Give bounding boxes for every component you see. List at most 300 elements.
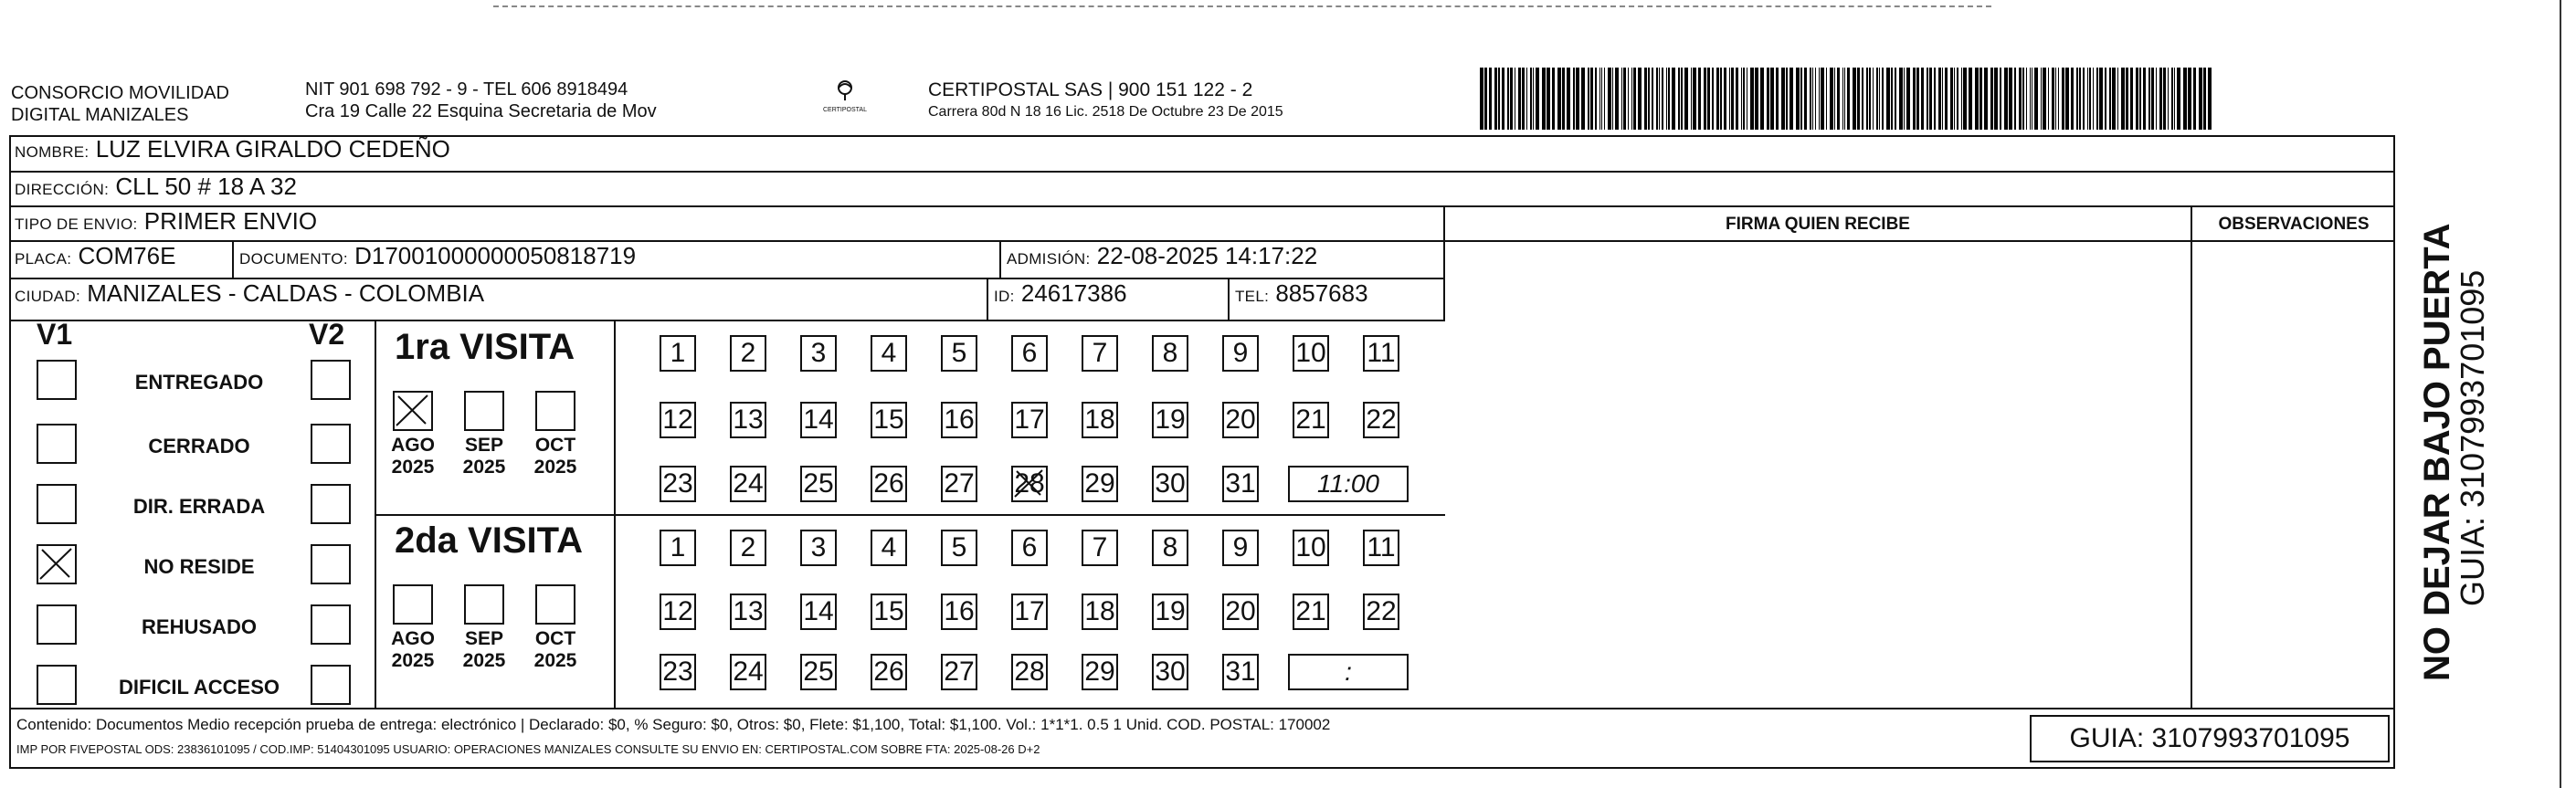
day-number: 9 <box>1232 338 1249 368</box>
second-visit-day-10[interactable] <box>1293 530 1329 566</box>
second-visit-day-7[interactable] <box>1082 530 1118 566</box>
month-name: OCT <box>534 628 576 649</box>
first-visit-day-2[interactable] <box>730 335 766 372</box>
barcode-bar <box>2026 68 2027 130</box>
first-visit-day-1[interactable] <box>660 335 696 372</box>
barcode-bar <box>1668 68 1670 130</box>
barcode-bar <box>1950 68 1953 130</box>
second-visit-day-27[interactable] <box>941 654 977 690</box>
check-mark-icon <box>38 546 75 583</box>
second-visit-day-22[interactable] <box>1363 594 1399 630</box>
barcode-bar <box>2148 68 2150 130</box>
second-visit-day-9[interactable] <box>1222 530 1259 566</box>
day-number: 24 <box>733 468 764 499</box>
day-number: 24 <box>733 657 764 687</box>
barcode-bar <box>2171 68 2173 130</box>
second-visit-day-5[interactable] <box>941 530 977 566</box>
barcode-bar <box>1599 68 1600 130</box>
barcode-bar <box>2136 68 2138 130</box>
status-v1-checkbox[interactable] <box>37 484 77 524</box>
day-number: 18 <box>1084 405 1115 435</box>
id-value: 24617386 <box>1020 279 1127 307</box>
check-mark-icon <box>395 393 431 429</box>
barcode-bar <box>1557 68 1561 130</box>
barcode-bar <box>1945 68 1948 130</box>
barcode-bar <box>1573 68 1575 130</box>
status-v2-checkbox[interactable] <box>311 484 351 524</box>
documento-label: DOCUMENTO: <box>239 250 348 268</box>
barcode-bar <box>1750 68 1754 130</box>
admision-cell <box>1001 242 1445 279</box>
first-visit-day-5[interactable] <box>941 335 977 372</box>
day-number: 31 <box>1225 468 1256 499</box>
day-number: 20 <box>1225 596 1256 626</box>
first-visit-day-20[interactable] <box>1222 402 1259 438</box>
barcode-bar <box>1494 68 1497 130</box>
barcode-bar <box>1502 68 1504 130</box>
barcode-bar <box>1741 68 1742 130</box>
barcode-bar <box>1767 68 1769 130</box>
barcode-bar <box>1536 68 1539 130</box>
first-visit-time-field[interactable]: 11:00 <box>1288 466 1409 502</box>
sender-name-line2: DIGITAL MANIZALES <box>11 105 189 125</box>
month-year: 2025 <box>391 650 435 671</box>
second-visit-day-16[interactable] <box>941 594 977 630</box>
placa-cell <box>9 242 234 279</box>
barcode-bar <box>2199 68 2202 130</box>
barcode-bar <box>2030 68 2031 130</box>
day-number: 26 <box>873 657 904 687</box>
barcode-bar <box>1522 68 1525 130</box>
first-visit-day-14[interactable] <box>800 402 837 438</box>
v2-heading: V2 <box>309 318 345 351</box>
second-visit-day-8[interactable] <box>1152 530 1188 566</box>
status-v1-checkbox[interactable] <box>37 360 77 400</box>
second-visit-month-checkbox[interactable] <box>464 584 504 625</box>
second-visit-day-19[interactable] <box>1152 594 1188 630</box>
barcode-bar <box>1913 68 1916 130</box>
barcode-bar <box>1984 68 1988 130</box>
barcode-bar <box>1879 68 1880 130</box>
carrier-logo-icon <box>827 79 863 102</box>
sender-nit: NIT 901 698 792 - 9 - TEL 606 8918494 <box>305 79 628 100</box>
visit-divider <box>376 514 1445 516</box>
day-number: 11 <box>1367 532 1396 562</box>
day-number: 10 <box>1295 532 1326 562</box>
barcode-bar <box>1857 68 1860 130</box>
second-visit-day-23[interactable] <box>660 654 696 690</box>
status-v2-checkbox[interactable] <box>311 665 351 705</box>
day-number: 18 <box>1084 596 1115 626</box>
ciudad-value: MANIZALES - CALDAS - COLOMBIA <box>87 279 485 307</box>
day-number: 13 <box>733 405 764 435</box>
status-v2-checkbox[interactable] <box>311 604 351 645</box>
barcode-bar <box>1882 68 1884 130</box>
day-number: 6 <box>1021 338 1038 368</box>
month-year: 2025 <box>533 457 577 478</box>
barcode-bar <box>1631 68 1632 130</box>
day-number: 26 <box>873 468 904 499</box>
day-number: 15 <box>873 596 904 626</box>
barcode-bar <box>1576 68 1579 130</box>
first-visit-day-12[interactable] <box>660 402 696 438</box>
barcode-bar <box>2055 68 2056 130</box>
barcode-bar <box>1916 68 1919 130</box>
v1-heading: V1 <box>37 318 73 351</box>
barcode-bar <box>2043 68 2046 130</box>
status-v1-checkbox[interactable] <box>37 544 77 584</box>
second-visit-day-17[interactable] <box>1011 594 1048 630</box>
barcode-bar <box>2004 68 2008 130</box>
barcode-bar <box>2065 68 2069 130</box>
barcode-bar <box>1906 68 1910 130</box>
barcode-bar <box>2034 68 2038 130</box>
observaciones-header: OBSERVACIONES <box>2191 207 2395 242</box>
barcode-bar <box>1684 68 1688 130</box>
barcode-bar <box>1957 68 1958 130</box>
footer-imp-line: IMP POR FIVEPOSTAL ODS: 23836101095 / COD.IMP: 51404301095 USUARIO: OPERACIONES MANIZALES CONSULTE SU ENVIO EN: CERTIPOSTAL.COM SOBRE FTA: 2025-08-26 D+2 <box>16 742 1040 756</box>
barcode-bar <box>1644 68 1647 130</box>
barcode-bar <box>1604 68 1605 130</box>
barcode-bar <box>1552 68 1555 130</box>
second-visit-day-1[interactable] <box>660 530 696 566</box>
first-visit-day-27[interactable] <box>941 466 977 502</box>
barcode-bar <box>1704 68 1706 130</box>
second-visit-day-13[interactable] <box>730 594 766 630</box>
first-visit-day-16[interactable] <box>941 402 977 438</box>
barcode <box>1480 68 2220 130</box>
first-visit-day-10[interactable] <box>1293 335 1329 372</box>
barcode-bar <box>1581 68 1585 130</box>
status-v1-checkbox[interactable] <box>37 604 77 645</box>
barcode-bar <box>1938 68 1941 130</box>
first-visit-day-18[interactable] <box>1082 402 1118 438</box>
day-number: 22 <box>1366 596 1397 626</box>
barcode-bar <box>2048 68 2049 130</box>
barcode-bar <box>1743 68 1745 130</box>
barcode-bar <box>1853 68 1856 130</box>
first-visit-title: 1ra VISITA <box>395 327 575 367</box>
barcode-bar <box>1844 68 1845 130</box>
carrier-name: CERTIPOSTAL SAS | 900 151 122 - 2 <box>928 79 1253 100</box>
barcode-bar <box>1526 68 1527 130</box>
day-number: 28 <box>1014 657 1045 687</box>
footer-guia-box: GUIA: 3107993701095 <box>2030 715 2390 762</box>
first-visit-day-3[interactable] <box>800 335 837 372</box>
barcode-bar <box>1498 68 1500 130</box>
barcode-bar <box>2203 68 2206 130</box>
month-name: OCT <box>534 435 576 456</box>
day-number: 1 <box>670 532 686 562</box>
first-visit-day-4[interactable] <box>871 335 907 372</box>
month-year: 2025 <box>462 457 506 478</box>
barcode-bar <box>1934 68 1936 130</box>
first-visit-day-21[interactable] <box>1293 402 1329 438</box>
day-number: 14 <box>803 596 834 626</box>
barcode-bar <box>2174 68 2175 130</box>
status-v1-checkbox[interactable] <box>37 665 77 705</box>
barcode-bar <box>2151 68 2154 130</box>
barcode-bar <box>1656 68 1658 130</box>
barcode-bar <box>1615 68 1619 130</box>
barcode-bar <box>1886 68 1890 130</box>
barcode-bar <box>2188 68 2191 130</box>
barcode-bar <box>1628 68 1629 130</box>
day-number: 10 <box>1295 338 1326 368</box>
barcode-bar <box>1484 68 1487 130</box>
status-label: DIFICIL ACCESO <box>118 676 280 699</box>
status-label: REHUSADO <box>142 615 257 638</box>
status-v2-checkbox[interactable] <box>311 360 351 400</box>
nombre-value: LUZ ELVIRA GIRALDO CEDEÑO <box>95 135 450 163</box>
barcode-bar <box>1866 68 1868 130</box>
day-number: 19 <box>1155 405 1186 435</box>
barcode-bar <box>2168 68 2169 130</box>
month-year: 2025 <box>391 457 435 478</box>
barcode-bar <box>1590 68 1593 130</box>
second-visit-month-checkbox[interactable] <box>393 584 433 625</box>
nombre-label: NOMBRE: <box>15 143 90 161</box>
firma-signature-area <box>1445 242 2191 708</box>
day-number: 4 <box>881 338 897 368</box>
first-visit-day-8[interactable] <box>1152 335 1188 372</box>
first-visit-month-checkbox[interactable] <box>535 391 575 431</box>
first-visit-day-11[interactable] <box>1363 335 1399 372</box>
second-visit-day-2[interactable] <box>730 530 766 566</box>
day-number: 2 <box>740 338 756 368</box>
barcode-bar <box>1994 68 1998 130</box>
barcode-bar <box>2096 68 2098 130</box>
second-visit-time-field[interactable]: : <box>1288 654 1409 690</box>
barcode-bar <box>1601 68 1602 130</box>
admision-label: ADMISIÓN: <box>1007 250 1091 268</box>
barcode-bar <box>1648 68 1650 130</box>
barcode-bar <box>1862 68 1863 130</box>
first-visit-day-7[interactable] <box>1082 335 1118 372</box>
observaciones-area <box>2191 242 2395 708</box>
barcode-bar <box>1921 68 1924 130</box>
barcode-bar <box>2058 68 2059 130</box>
barcode-bar <box>2079 68 2081 130</box>
second-visit-day-25[interactable] <box>800 654 837 690</box>
barcode-bar <box>1796 68 1800 130</box>
second-visit-day-6[interactable] <box>1011 530 1048 566</box>
barcode-bar <box>1834 68 1835 130</box>
right-edge-line <box>2560 0 2561 788</box>
day-number: 27 <box>944 657 975 687</box>
day-number: 6 <box>1021 532 1038 562</box>
day-number: 12 <box>662 596 693 626</box>
barcode-bar <box>1698 68 1701 130</box>
first-visit-month-checkbox[interactable] <box>393 391 433 431</box>
firma-header: FIRMA QUIEN RECIBE <box>1445 207 2191 242</box>
second-visit-day-20[interactable] <box>1222 594 1259 630</box>
status-v1-checkbox[interactable] <box>37 424 77 464</box>
status-label: NO RESIDE <box>143 555 255 578</box>
second-visit-day-30[interactable] <box>1152 654 1188 690</box>
second-visit-day-26[interactable] <box>871 654 907 690</box>
barcode-bar <box>1716 68 1719 130</box>
day-number: 4 <box>881 532 897 562</box>
first-visit-day-6[interactable] <box>1011 335 1048 372</box>
first-visit-day-30[interactable] <box>1152 466 1188 502</box>
first-visit-month-label <box>528 435 583 478</box>
second-visit-day-11[interactable] <box>1363 530 1399 566</box>
day-number: 27 <box>944 468 975 499</box>
barcode-bar <box>1533 68 1534 130</box>
status-v2-checkbox[interactable] <box>311 544 351 584</box>
barcode-bar <box>1612 68 1613 130</box>
barcode-bar <box>1729 68 1730 130</box>
first-visit-day-23[interactable] <box>660 466 696 502</box>
status-label: DIR. ERRADA <box>132 495 266 518</box>
second-visit-month-label <box>385 628 440 672</box>
barcode-bar <box>1927 68 1928 130</box>
day-number: 29 <box>1084 657 1115 687</box>
first-visit-month-checkbox[interactable] <box>464 391 504 431</box>
barcode-bar <box>1666 68 1667 130</box>
day-number: 9 <box>1232 532 1249 562</box>
first-visit-day-22[interactable] <box>1363 402 1399 438</box>
barcode-bar <box>2177 68 2180 130</box>
barcode-bar <box>1633 68 1636 130</box>
second-visit-day-24[interactable] <box>730 654 766 690</box>
barcode-bar <box>1954 68 1955 130</box>
second-visit-month-label <box>528 628 583 672</box>
barcode-bar <box>1712 68 1714 130</box>
barcode-bar <box>2014 68 2016 130</box>
tel-label: TEL: <box>1235 288 1270 305</box>
day-number: 5 <box>951 338 967 368</box>
second-visit-day-21[interactable] <box>1293 594 1329 630</box>
month-year: 2025 <box>462 650 506 671</box>
day-number: 30 <box>1155 657 1186 687</box>
second-visit-day-4[interactable] <box>871 530 907 566</box>
barcode-bar <box>2062 68 2064 130</box>
barcode-bar <box>1707 68 1710 130</box>
barcode-bar <box>1969 68 1972 130</box>
tipo-value: PRIMER ENVIO <box>143 207 318 235</box>
day-number: 8 <box>1162 338 1178 368</box>
barcode-bar <box>1826 68 1827 130</box>
status-v2-checkbox[interactable] <box>311 424 351 464</box>
second-visit-day-14[interactable] <box>800 594 837 630</box>
second-visit-day-18[interactable] <box>1082 594 1118 630</box>
barcode-bar <box>1562 68 1565 130</box>
barcode-bar <box>1662 68 1663 130</box>
day-number: 25 <box>803 468 834 499</box>
second-visit-day-12[interactable] <box>660 594 696 630</box>
day-number: 21 <box>1295 596 1326 626</box>
status-label: ENTREGADO <box>134 371 264 394</box>
barcode-bar <box>2121 68 2125 130</box>
ciudad-cell <box>9 279 988 321</box>
first-visit-month-label <box>385 435 440 478</box>
barcode-bar <box>2019 68 2022 130</box>
barcode-bar <box>1847 68 1850 130</box>
sender-name-line1: CONSORCIO MOVILIDAD <box>11 83 229 103</box>
barcode-bar <box>2117 68 2118 130</box>
barcode-bar <box>1507 68 1509 130</box>
first-visit-day-25[interactable] <box>800 466 837 502</box>
second-visit-day-3[interactable] <box>800 530 837 566</box>
second-visit-day-29[interactable] <box>1082 654 1118 690</box>
top-dash-line <box>493 5 1991 7</box>
day-number: 31 <box>1225 657 1256 687</box>
barcode-bar <box>2163 68 2166 130</box>
barcode-bar <box>1567 68 1570 130</box>
barcode-bar <box>2156 68 2157 130</box>
barcode-bar <box>2105 68 2106 130</box>
barcode-bar <box>1869 68 1871 130</box>
second-visit-day-28[interactable] <box>1011 654 1048 690</box>
first-visit-day-9[interactable] <box>1222 335 1259 372</box>
second-visit-month-checkbox[interactable] <box>535 584 575 625</box>
barcode-bar <box>1980 68 1982 130</box>
admision-value: 22-08-2025 14:17:22 <box>1096 242 1318 269</box>
first-visit-day-17[interactable] <box>1011 402 1048 438</box>
check-mark-icon <box>1013 468 1046 500</box>
barcode-bar <box>1942 68 1943 130</box>
barcode-bar <box>1904 68 1905 130</box>
day-number: 17 <box>1014 405 1045 435</box>
barcode-bar <box>1804 68 1807 130</box>
barcode-bar <box>1652 68 1653 130</box>
first-visit-day-19[interactable] <box>1152 402 1188 438</box>
barcode-bar <box>1755 68 1758 130</box>
barcode-bar <box>1638 68 1642 130</box>
month-name: SEP <box>464 628 504 649</box>
barcode-bar <box>1510 68 1513 130</box>
barcode-bar <box>1990 68 1993 130</box>
direccion-label: DIRECCIÓN: <box>15 181 110 198</box>
month-year: 2025 <box>533 650 577 671</box>
barcode-bar <box>2041 68 2042 130</box>
first-visit-day-26[interactable] <box>871 466 907 502</box>
barcode-bar <box>1621 68 1622 130</box>
barcode-bar <box>1770 68 1774 130</box>
second-visit-day-31[interactable] <box>1222 654 1259 690</box>
barcode-bar <box>2159 68 2162 130</box>
barcode-bar <box>2109 68 2111 130</box>
barcode-bar <box>2087 68 2088 130</box>
first-visit-day-29[interactable] <box>1082 466 1118 502</box>
first-visit-month-label <box>457 435 512 478</box>
first-visit-day-24[interactable] <box>730 466 766 502</box>
carrier-info <box>928 79 1283 122</box>
barcode-bar <box>1899 68 1903 130</box>
barcode-bar <box>2112 68 2116 130</box>
first-visit-day-13[interactable] <box>730 402 766 438</box>
second-visit-day-15[interactable] <box>871 594 907 630</box>
barcode-bar <box>1608 68 1611 130</box>
day-number: 3 <box>810 532 827 562</box>
carrier-logo-caption: CERTIPOSTAL <box>823 107 867 113</box>
first-visit-day-28[interactable] <box>1011 466 1048 502</box>
day-number: 23 <box>662 468 693 499</box>
barcode-bar <box>1815 68 1816 130</box>
first-visit-day-15[interactable] <box>871 402 907 438</box>
barcode-bar <box>1588 68 1589 130</box>
barcode-bar <box>1623 68 1626 130</box>
barcode-bar <box>1821 68 1824 130</box>
first-visit-day-31[interactable] <box>1222 466 1259 502</box>
day-number: 1 <box>670 338 686 368</box>
status-label: CERRADO <box>148 435 250 457</box>
barcode-bar <box>2093 68 2094 130</box>
barcode-bar <box>1659 68 1660 130</box>
day-number: 23 <box>662 657 693 687</box>
